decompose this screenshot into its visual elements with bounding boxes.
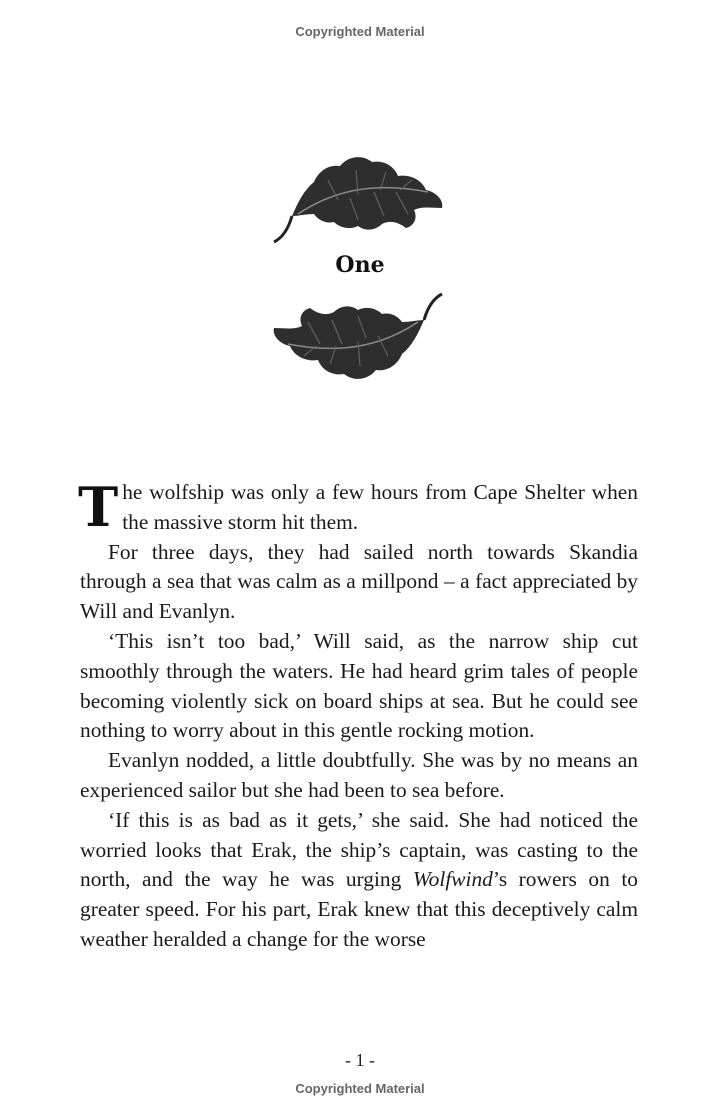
oak-leaf-icon [268, 286, 448, 386]
copyright-header: Copyrighted Material [295, 24, 425, 39]
paragraph: Evanlyn nodded, a little doubtfully. She was by no means an experienced sailor but she had been to sea before. [80, 748, 638, 802]
paragraph-text: he wolfship was only a few hours from Cape Shelter when the massive storm hit them. [122, 480, 638, 534]
page-number: - 1 - [345, 1050, 375, 1070]
paragraph [80, 806, 638, 955]
chapter-title: One [335, 252, 385, 278]
copyright-footer: Copyrighted Material [295, 1081, 425, 1096]
paragraph [78, 475, 638, 539]
ship-name: Wolfwind [412, 867, 493, 892]
paragraph: For three days, they had sailed north towards Skandia through a sea that was calm as a millpond – a fact appreciated by Will and Evanlyn. [80, 539, 638, 624]
paragraph-text: ’s rowers on to greater speed. For his part, Erak knew that this deceptively calm weather heralded a change for the worse [80, 867, 638, 951]
chapter-body [78, 475, 638, 955]
drop-cap: T [78, 475, 119, 539]
paragraph-text: ‘If this is as bad as it gets,’ she said. She had noticed the worried looks that Erak, the ship’s captain, was casting to the north, and the way he was urging [80, 807, 638, 892]
oak-leaf-icon [268, 150, 448, 250]
paragraph: ‘This isn’t too bad,’ Will said, as the narrow ship cut smoothly through the waters. He had heard grim tales of people becoming violently sick on board ships at sea. But he could see nothing to worry about in this gentle rocking motion. [80, 628, 638, 743]
